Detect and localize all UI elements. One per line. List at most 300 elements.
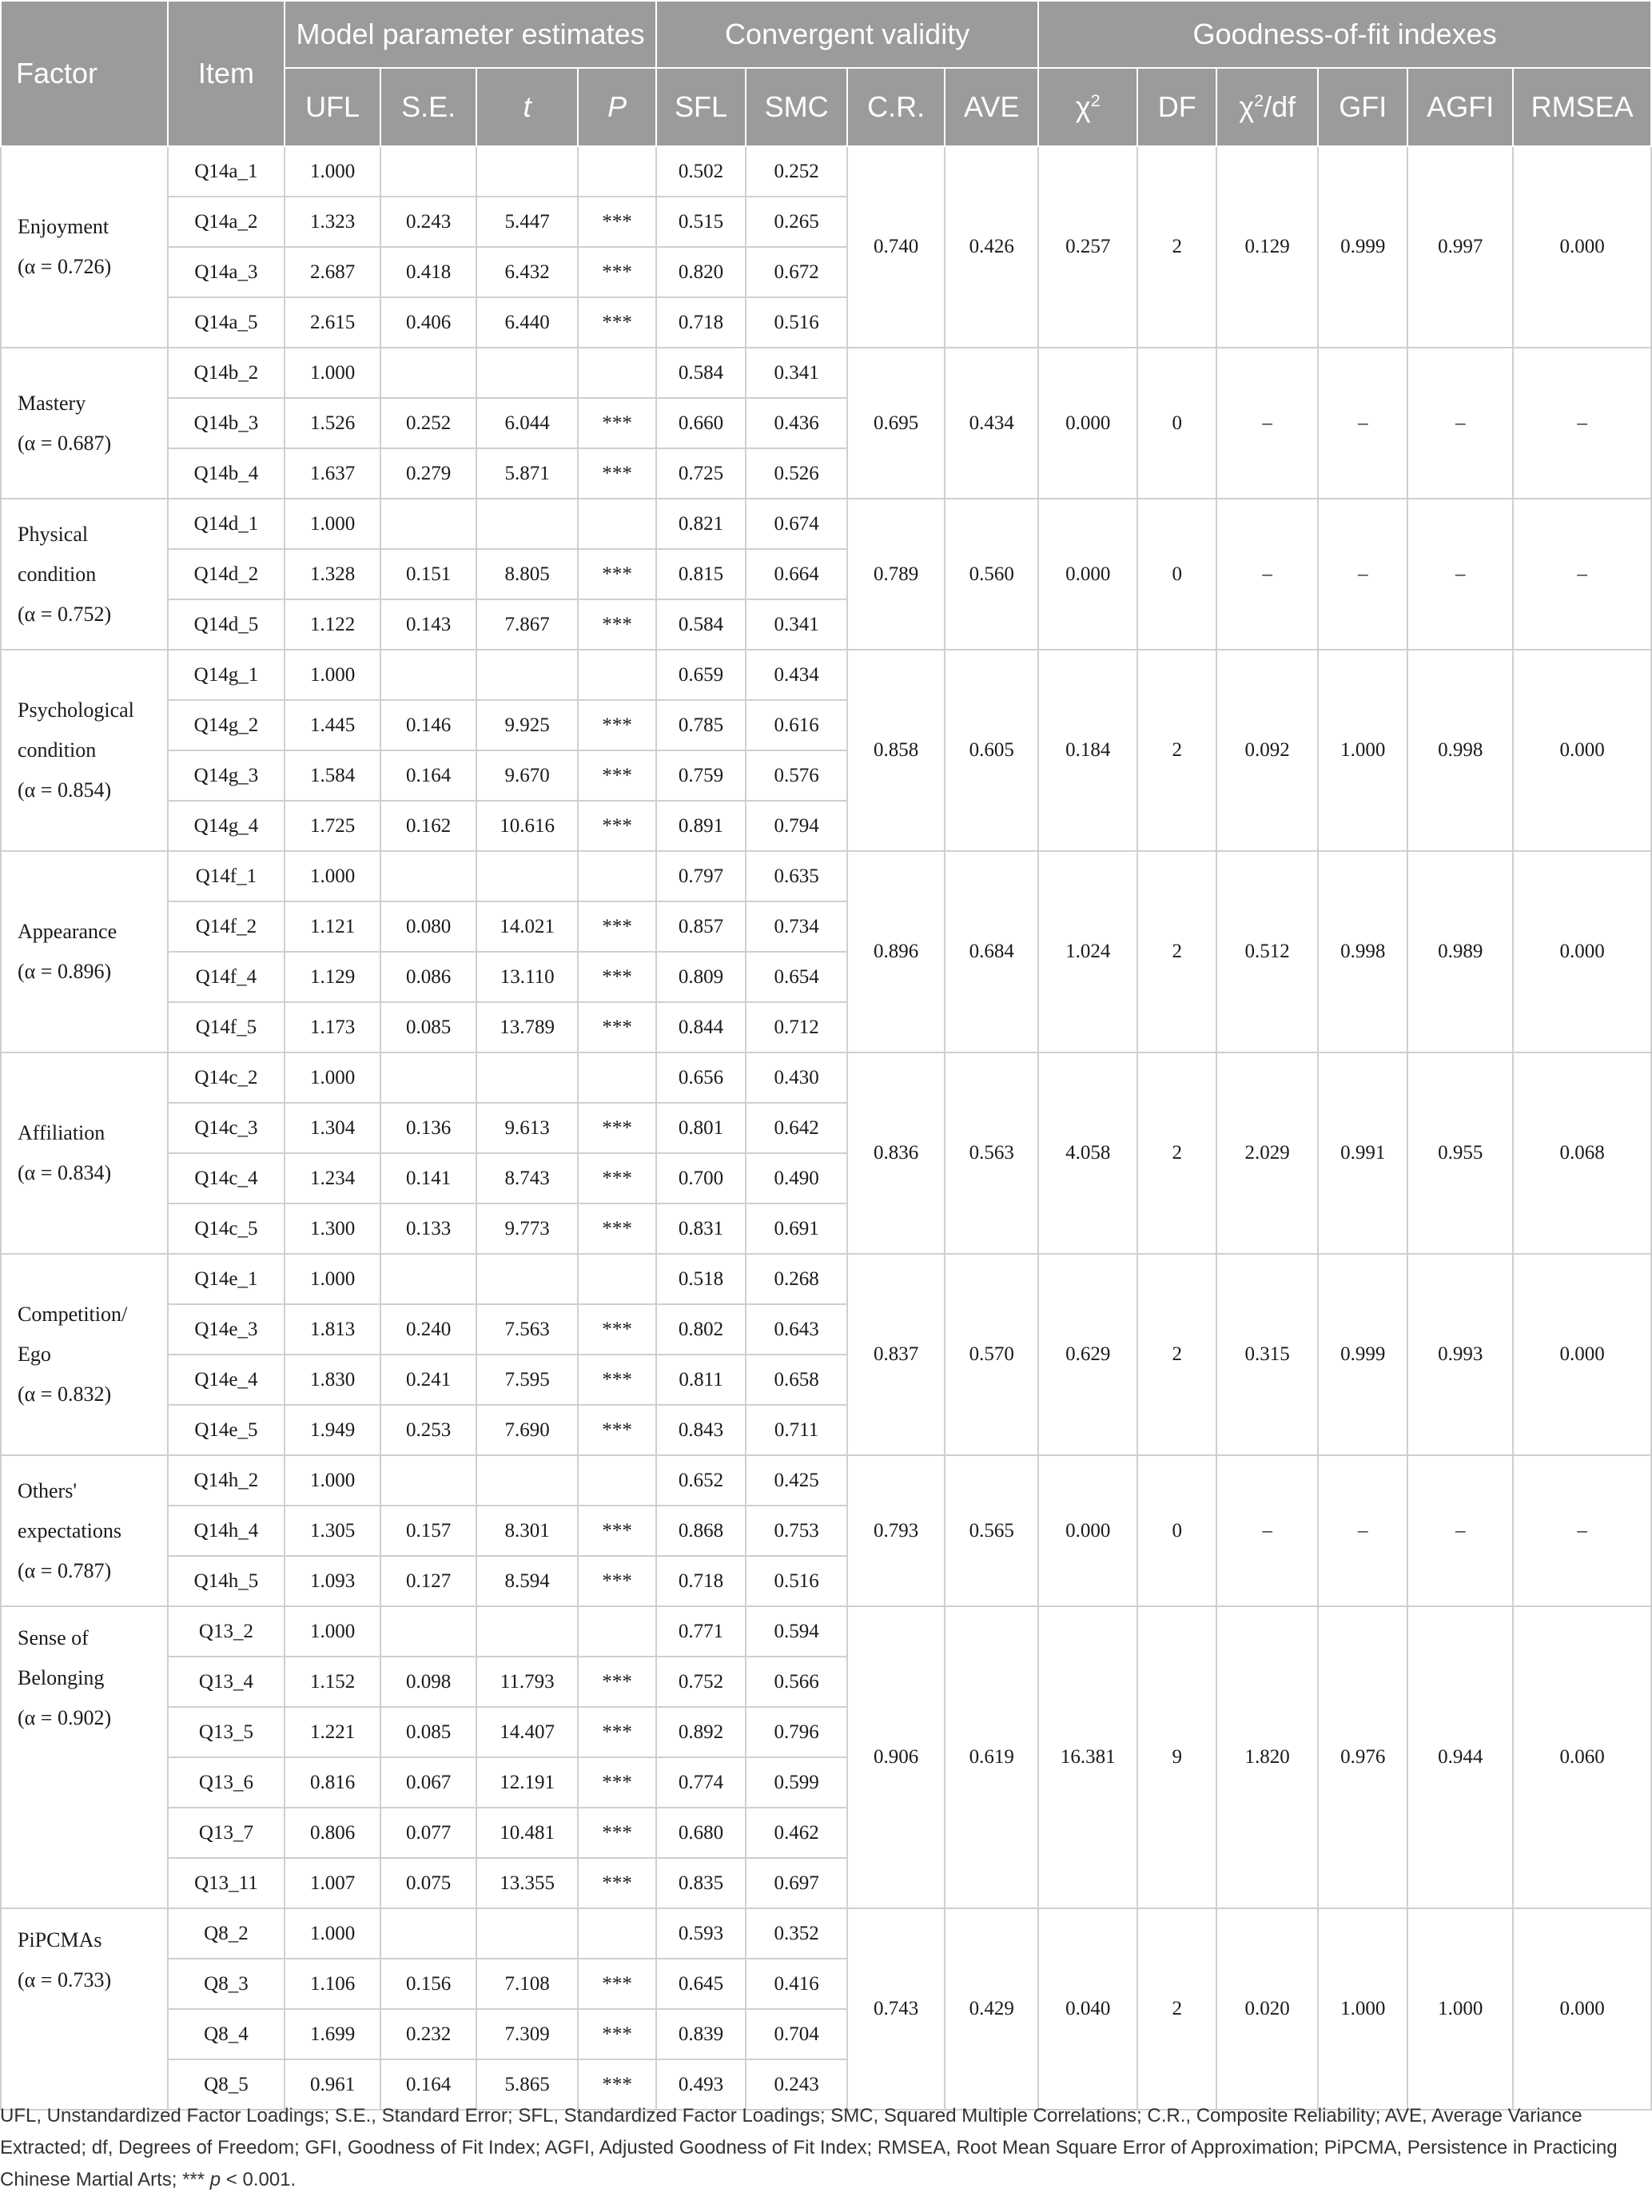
- se-cell: [380, 851, 476, 901]
- p-cell: ***: [578, 197, 656, 247]
- factor-cell: [1, 851, 168, 1052]
- p-cell: ***: [578, 1355, 656, 1405]
- t-cell: 5.871: [476, 448, 578, 499]
- ufl-cell: 1.106: [285, 1959, 380, 2009]
- se-cell: 0.252: [380, 398, 476, 448]
- se-cell: 0.232: [380, 2009, 476, 2059]
- sfl-cell: 0.752: [656, 1657, 746, 1707]
- factor-cell: [1, 1455, 168, 1606]
- ufl-cell: 1.000: [285, 1455, 380, 1506]
- factor-name: Enjoyment: [18, 215, 109, 238]
- convergent-validity-header: Convergent validity: [656, 1, 1038, 68]
- table-footnote: UFL, Unstandardized Factor Loadings; S.E., Standard Error; SFL, Standardized Factor Loadings; SMC, Squared Multiple Correlations; C.R., Composite Reliability; AVE, Average Variance Extracted; df, Degrees of Freedom; GFI, Goodness of Fit Index; AGFI, Adjusted Goodness of Fit Index; RMSEA, Root Mean Square Error of Approximation; PiPCMA, Persistence in Practicing Chinese Martial Arts; *** p < 0.001.: [0, 2105, 1618, 2190]
- p-cell: ***: [578, 247, 656, 297]
- t-cell: 6.432: [476, 247, 578, 297]
- ufl-cell: 1.445: [285, 700, 380, 750]
- smc-cell: 0.654: [746, 952, 847, 1002]
- ufl-cell: 1.323: [285, 197, 380, 247]
- smc-header: SMC: [746, 68, 847, 146]
- smc-cell: 0.265: [746, 197, 847, 247]
- item-cell: Q14e_3: [168, 1304, 285, 1355]
- se-cell: [380, 650, 476, 700]
- rmsea-cell: 0.060: [1513, 1606, 1651, 1908]
- sfl-cell: 0.843: [656, 1405, 746, 1455]
- ave-cell: 0.426: [945, 146, 1038, 348]
- t-cell: [476, 499, 578, 549]
- item-cell: Q13_5: [168, 1707, 285, 1757]
- t-cell: [476, 1455, 578, 1506]
- item-cell: Q14d_1: [168, 499, 285, 549]
- sfl-cell: 0.515: [656, 197, 746, 247]
- item-cell: Q14f_4: [168, 952, 285, 1002]
- factor-cell: [1, 650, 168, 851]
- p-cell: [578, 499, 656, 549]
- t-cell: 14.407: [476, 1707, 578, 1757]
- se-cell: 0.253: [380, 1405, 476, 1455]
- p-cell: ***: [578, 2059, 656, 2110]
- smc-cell: 0.635: [746, 851, 847, 901]
- gfi-header: GFI: [1318, 68, 1407, 146]
- smc-cell: 0.599: [746, 1757, 847, 1808]
- t-cell: 12.191: [476, 1757, 578, 1808]
- ufl-cell: 1.584: [285, 750, 380, 801]
- smc-cell: 0.658: [746, 1355, 847, 1405]
- table-body: [1, 146, 1651, 2110]
- p-cell: [578, 1052, 656, 1103]
- ufl-cell: 1.000: [285, 1052, 380, 1103]
- agfi-header: AGFI: [1407, 68, 1513, 146]
- se-cell: 0.418: [380, 247, 476, 297]
- ufl-cell: 1.000: [285, 851, 380, 901]
- table-row: [1, 1606, 1651, 1657]
- table-row: [1, 650, 1651, 700]
- factor-name: Sense of Belonging: [18, 1626, 105, 1689]
- ave-cell: 0.429: [945, 1908, 1038, 2110]
- ufl-cell: 1.699: [285, 2009, 380, 2059]
- df-cell: 2: [1137, 650, 1216, 851]
- item-cell: Q14e_1: [168, 1254, 285, 1304]
- p-cell: [578, 1908, 656, 1959]
- t-cell: 8.301: [476, 1506, 578, 1556]
- df-cell: 2: [1137, 1254, 1216, 1455]
- smc-cell: 0.352: [746, 1908, 847, 1959]
- smc-cell: 0.616: [746, 700, 847, 750]
- sfl-cell: 0.502: [656, 146, 746, 197]
- item-cell: Q14b_2: [168, 348, 285, 398]
- ave-cell: 0.565: [945, 1455, 1038, 1606]
- se-cell: 0.243: [380, 197, 476, 247]
- cr-cell: 0.789: [847, 499, 945, 650]
- rmsea-cell: 0.000: [1513, 146, 1651, 348]
- item-cell: Q14a_1: [168, 146, 285, 197]
- t-cell: [476, 650, 578, 700]
- smc-cell: 0.753: [746, 1506, 847, 1556]
- se-cell: 0.098: [380, 1657, 476, 1707]
- agfi-cell: 0.989: [1407, 851, 1513, 1052]
- p-cell: ***: [578, 1506, 656, 1556]
- agfi-cell: 0.944: [1407, 1606, 1513, 1908]
- t-cell: 9.670: [476, 750, 578, 801]
- ufl-cell: 1.830: [285, 1355, 380, 1405]
- se-cell: 0.151: [380, 549, 476, 599]
- factor-cell: [1, 1052, 168, 1254]
- t-cell: 13.355: [476, 1858, 578, 1908]
- t-cell: [476, 1606, 578, 1657]
- se-cell: 0.164: [380, 750, 476, 801]
- p-cell: [578, 146, 656, 197]
- df-cell: 0: [1137, 499, 1216, 650]
- factor-name: Physical condition: [18, 522, 97, 586]
- sfl-cell: 0.811: [656, 1355, 746, 1405]
- se-cell: 0.127: [380, 1556, 476, 1606]
- t-cell: 13.110: [476, 952, 578, 1002]
- rmsea-cell: 0.000: [1513, 650, 1651, 851]
- agfi-cell: 1.000: [1407, 1908, 1513, 2110]
- ufl-cell: 1.000: [285, 1908, 380, 1959]
- factor-cell: [1, 499, 168, 650]
- ufl-cell: 1.949: [285, 1405, 380, 1455]
- agfi-cell: 0.955: [1407, 1052, 1513, 1254]
- t-cell: 6.044: [476, 398, 578, 448]
- smc-cell: 0.430: [746, 1052, 847, 1103]
- item-cell: Q14c_2: [168, 1052, 285, 1103]
- table-row: [1, 1254, 1651, 1304]
- agfi-cell: –: [1407, 1455, 1513, 1606]
- gfi-cell: –: [1318, 348, 1407, 499]
- smc-cell: 0.341: [746, 599, 847, 650]
- chi-square-header: $\chi^2$: [1038, 68, 1137, 146]
- ave-cell: 0.560: [945, 499, 1038, 650]
- p-cell: ***: [578, 1657, 656, 1707]
- item-cell: Q14h_5: [168, 1556, 285, 1606]
- ufl-cell: 1.152: [285, 1657, 380, 1707]
- item-cell: Q14g_4: [168, 801, 285, 851]
- item-cell: Q14e_5: [168, 1405, 285, 1455]
- table-row: [1, 146, 1651, 197]
- item-cell: Q13_4: [168, 1657, 285, 1707]
- smc-cell: 0.697: [746, 1858, 847, 1908]
- t-cell: 7.867: [476, 599, 578, 650]
- t-cell: 7.690: [476, 1405, 578, 1455]
- se-cell: 0.141: [380, 1153, 476, 1203]
- cr-cell: 0.695: [847, 348, 945, 499]
- factor-name: Affiliation: [18, 1121, 105, 1144]
- sfl-cell: 0.835: [656, 1858, 746, 1908]
- item-header: Item: [168, 1, 285, 146]
- agfi-cell: –: [1407, 499, 1513, 650]
- factor-header: Factor: [1, 1, 168, 146]
- t-cell: [476, 1908, 578, 1959]
- smc-cell: 0.243: [746, 2059, 847, 2110]
- rmsea-cell: 0.068: [1513, 1052, 1651, 1254]
- se-cell: 0.279: [380, 448, 476, 499]
- item-cell: Q14f_1: [168, 851, 285, 901]
- smc-cell: 0.711: [746, 1405, 847, 1455]
- ufl-cell: 1.725: [285, 801, 380, 851]
- p-cell: ***: [578, 1707, 656, 1757]
- item-cell: Q14a_5: [168, 297, 285, 348]
- p-cell: [578, 650, 656, 700]
- chi2df-cell: –: [1216, 348, 1318, 499]
- p-cell: ***: [578, 801, 656, 851]
- chi2-cell: 0.000: [1038, 348, 1137, 499]
- rmsea-cell: –: [1513, 1455, 1651, 1606]
- ufl-cell: 1.129: [285, 952, 380, 1002]
- df-cell: 2: [1137, 146, 1216, 348]
- agfi-cell: 0.997: [1407, 146, 1513, 348]
- item-cell: Q14h_2: [168, 1455, 285, 1506]
- sfl-cell: 0.660: [656, 398, 746, 448]
- cr-cell: 0.896: [847, 851, 945, 1052]
- smc-cell: 0.674: [746, 499, 847, 549]
- smc-cell: 0.566: [746, 1657, 847, 1707]
- se-cell: [380, 499, 476, 549]
- sfl-cell: 0.645: [656, 1959, 746, 2009]
- sfl-cell: 0.493: [656, 2059, 746, 2110]
- smc-cell: 0.712: [746, 1002, 847, 1052]
- ufl-cell: 1.300: [285, 1203, 380, 1254]
- chi2df-cell: 0.020: [1216, 1908, 1318, 2110]
- se-cell: [380, 348, 476, 398]
- df-cell: 0: [1137, 348, 1216, 499]
- p-cell: ***: [578, 2009, 656, 2059]
- t-cell: 11.793: [476, 1657, 578, 1707]
- se-cell: 0.241: [380, 1355, 476, 1405]
- table-row: [1, 1908, 1651, 1959]
- rmsea-cell: 0.000: [1513, 1908, 1651, 2110]
- table-header: [1, 1, 1651, 146]
- goodness-of-fit-header: Goodness-of-fit indexes: [1038, 1, 1651, 68]
- item-cell: Q8_3: [168, 1959, 285, 2009]
- chi2-cell: 0.040: [1038, 1908, 1137, 2110]
- t-cell: 7.563: [476, 1304, 578, 1355]
- chi2df-cell: 2.029: [1216, 1052, 1318, 1254]
- gfi-cell: 0.999: [1318, 146, 1407, 348]
- ufl-cell: 1.121: [285, 901, 380, 952]
- t-cell: 7.309: [476, 2009, 578, 2059]
- cr-cell: 0.858: [847, 650, 945, 851]
- smc-cell: 0.672: [746, 247, 847, 297]
- se-cell: [380, 1052, 476, 1103]
- gfi-cell: –: [1318, 499, 1407, 650]
- cr-cell: 0.793: [847, 1455, 945, 1606]
- gfi-cell: 0.991: [1318, 1052, 1407, 1254]
- p-cell: ***: [578, 1757, 656, 1808]
- t-cell: 6.440: [476, 297, 578, 348]
- t-cell: 14.021: [476, 901, 578, 952]
- df-cell: 0: [1137, 1455, 1216, 1606]
- ufl-header: UFL: [285, 68, 380, 146]
- factor-alpha: (α = 0.752): [18, 602, 112, 626]
- chi2df-cell: –: [1216, 499, 1318, 650]
- table-row: [1, 1052, 1651, 1103]
- p-cell: [578, 1455, 656, 1506]
- sfl-cell: 0.656: [656, 1052, 746, 1103]
- sfl-cell: 0.797: [656, 851, 746, 901]
- se-cell: 0.157: [380, 1506, 476, 1556]
- se-cell: 0.156: [380, 1959, 476, 2009]
- se-cell: [380, 1606, 476, 1657]
- smc-cell: 0.691: [746, 1203, 847, 1254]
- p-cell: ***: [578, 1203, 656, 1254]
- p-cell: ***: [578, 1858, 656, 1908]
- smc-cell: 0.643: [746, 1304, 847, 1355]
- sfl-cell: 0.718: [656, 1556, 746, 1606]
- ufl-cell: 0.816: [285, 1757, 380, 1808]
- se-cell: 0.406: [380, 297, 476, 348]
- item-cell: Q8_4: [168, 2009, 285, 2059]
- ufl-cell: 1.000: [285, 499, 380, 549]
- sfl-cell: 0.891: [656, 801, 746, 851]
- t-cell: 7.595: [476, 1355, 578, 1405]
- gfi-cell: 0.998: [1318, 851, 1407, 1052]
- factor-alpha: (α = 0.726): [18, 255, 112, 278]
- sfl-cell: 0.839: [656, 2009, 746, 2059]
- ufl-cell: 2.615: [285, 297, 380, 348]
- p-cell: ***: [578, 1002, 656, 1052]
- rmsea-cell: 0.000: [1513, 1254, 1651, 1455]
- ufl-cell: 1.305: [285, 1506, 380, 1556]
- factor-name: Others' expectations: [18, 1478, 121, 1542]
- ufl-cell: 1.637: [285, 448, 380, 499]
- smc-cell: 0.268: [746, 1254, 847, 1304]
- smc-cell: 0.594: [746, 1606, 847, 1657]
- factor-cell: [1, 1254, 168, 1455]
- se-cell: 0.162: [380, 801, 476, 851]
- model-parameter-estimates-header: Model parameter estimates: [285, 1, 656, 68]
- se-cell: 0.136: [380, 1103, 476, 1153]
- smc-cell: 0.252: [746, 146, 847, 197]
- item-cell: Q14a_3: [168, 247, 285, 297]
- se-cell: 0.085: [380, 1707, 476, 1757]
- p-cell: ***: [578, 1153, 656, 1203]
- t-cell: 9.613: [476, 1103, 578, 1153]
- factor-cell: [1, 348, 168, 499]
- sfl-cell: 0.771: [656, 1606, 746, 1657]
- item-cell: Q8_2: [168, 1908, 285, 1959]
- chi2-cell: 0.257: [1038, 146, 1137, 348]
- sfl-cell: 0.518: [656, 1254, 746, 1304]
- se-cell: [380, 1455, 476, 1506]
- smc-cell: 0.664: [746, 549, 847, 599]
- sfl-cell: 0.718: [656, 297, 746, 348]
- cr-cell: 0.906: [847, 1606, 945, 1908]
- ufl-cell: 1.000: [285, 1606, 380, 1657]
- factor-alpha: (α = 0.896): [18, 960, 112, 983]
- se-cell: 0.086: [380, 952, 476, 1002]
- factor-name: PiPCMAs: [18, 1928, 102, 1951]
- gfi-cell: –: [1318, 1455, 1407, 1606]
- gfi-cell: 1.000: [1318, 1908, 1407, 2110]
- p-cell: ***: [578, 750, 656, 801]
- ave-cell: 0.619: [945, 1606, 1038, 1908]
- ufl-cell: 1.328: [285, 549, 380, 599]
- sfl-cell: 0.815: [656, 549, 746, 599]
- se-cell: 0.143: [380, 599, 476, 650]
- p-cell: [578, 348, 656, 398]
- table-row: [1, 851, 1651, 901]
- sfl-cell: 0.831: [656, 1203, 746, 1254]
- ufl-cell: 1.173: [285, 1002, 380, 1052]
- chi2-cell: 0.629: [1038, 1254, 1137, 1455]
- item-cell: Q14f_5: [168, 1002, 285, 1052]
- sfl-cell: 0.700: [656, 1153, 746, 1203]
- se-cell: 0.085: [380, 1002, 476, 1052]
- ufl-cell: 2.687: [285, 247, 380, 297]
- agfi-cell: 0.993: [1407, 1254, 1513, 1455]
- chi2df-cell: 0.129: [1216, 146, 1318, 348]
- cr-header: C.R.: [847, 68, 945, 146]
- item-cell: Q13_2: [168, 1606, 285, 1657]
- t-cell: 5.865: [476, 2059, 578, 2110]
- sfl-cell: 0.659: [656, 650, 746, 700]
- factor-name: Appearance: [18, 920, 117, 943]
- ave-cell: 0.563: [945, 1052, 1038, 1254]
- df-cell: 9: [1137, 1606, 1216, 1908]
- se-cell: [380, 146, 476, 197]
- sfl-cell: 0.584: [656, 348, 746, 398]
- item-cell: Q14d_5: [168, 599, 285, 650]
- item-cell: Q14h_4: [168, 1506, 285, 1556]
- cr-cell: 0.740: [847, 146, 945, 348]
- ave-header: AVE: [945, 68, 1038, 146]
- item-cell: Q13_6: [168, 1757, 285, 1808]
- item-cell: Q14f_2: [168, 901, 285, 952]
- item-cell: Q14a_2: [168, 197, 285, 247]
- df-header: DF: [1137, 68, 1216, 146]
- se-cell: 0.240: [380, 1304, 476, 1355]
- t-cell: 10.616: [476, 801, 578, 851]
- smc-cell: 0.416: [746, 1959, 847, 2009]
- t-cell: [476, 348, 578, 398]
- p-cell: ***: [578, 599, 656, 650]
- sfl-cell: 0.785: [656, 700, 746, 750]
- item-cell: Q14b_3: [168, 398, 285, 448]
- p-cell: ***: [578, 700, 656, 750]
- p-cell: ***: [578, 952, 656, 1002]
- gfi-cell: 0.999: [1318, 1254, 1407, 1455]
- item-cell: Q14g_3: [168, 750, 285, 801]
- chi2-cell: 0.000: [1038, 1455, 1137, 1606]
- cr-cell: 0.743: [847, 1908, 945, 2110]
- chi2-cell: 1.024: [1038, 851, 1137, 1052]
- item-cell: Q14c_3: [168, 1103, 285, 1153]
- chi2df-cell: –: [1216, 1455, 1318, 1606]
- smc-cell: 0.704: [746, 2009, 847, 2059]
- factor-alpha: (α = 0.902): [18, 1706, 112, 1729]
- chi2-cell: 16.381: [1038, 1606, 1137, 1908]
- chi2df-cell: 0.315: [1216, 1254, 1318, 1455]
- smc-cell: 0.462: [746, 1808, 847, 1858]
- t-cell: [476, 1052, 578, 1103]
- factor-cell: [1, 1606, 168, 1908]
- p-cell: ***: [578, 1556, 656, 1606]
- se-cell: 0.133: [380, 1203, 476, 1254]
- t-cell: 8.805: [476, 549, 578, 599]
- sfl-cell: 0.821: [656, 499, 746, 549]
- factor-alpha: (α = 0.787): [18, 1558, 112, 1582]
- ufl-cell: 1.234: [285, 1153, 380, 1203]
- p-cell: ***: [578, 297, 656, 348]
- ufl-cell: 1.000: [285, 650, 380, 700]
- df-cell: 2: [1137, 1908, 1216, 2110]
- factor-cell: [1, 146, 168, 348]
- p-cell: ***: [578, 1304, 656, 1355]
- cr-cell: 0.836: [847, 1052, 945, 1254]
- t-cell: 10.481: [476, 1808, 578, 1858]
- sfl-cell: 0.725: [656, 448, 746, 499]
- p-cell: [578, 1606, 656, 1657]
